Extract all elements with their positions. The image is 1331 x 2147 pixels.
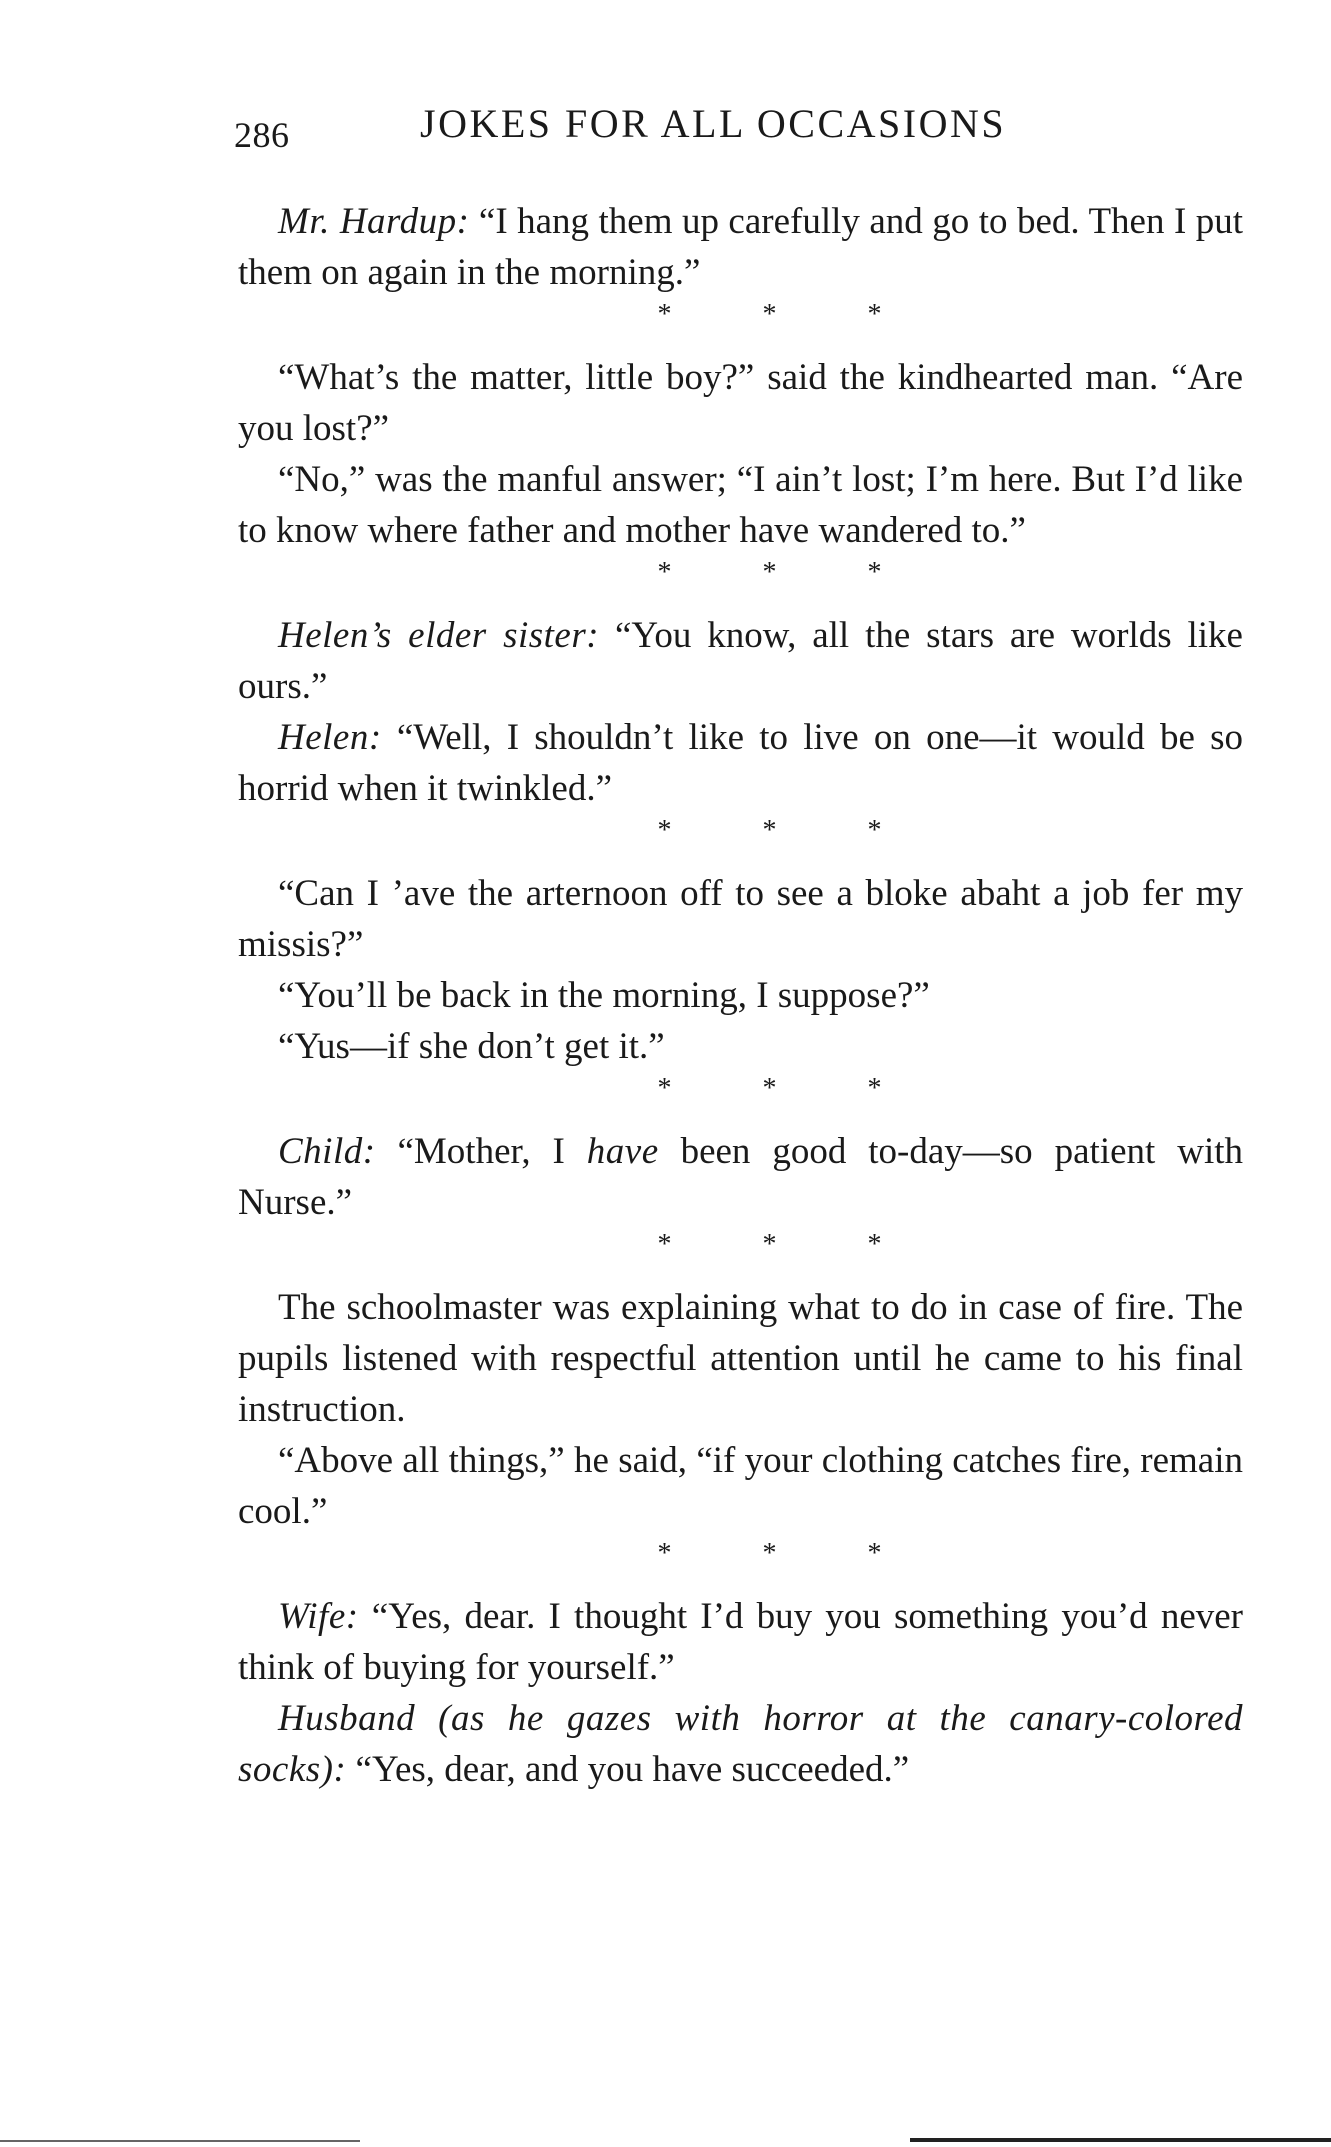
dialogue-text: “Mother, I: [375, 1131, 587, 1172]
joke-paragraph: [238, 352, 1243, 454]
dialogue-text: “Well, I shouldn’t like to live on one—it would be so horrid when it twinkled.”: [238, 717, 1243, 809]
joke-paragraph: [238, 610, 1243, 712]
joke-paragraph: [238, 1282, 1243, 1435]
page-body: [238, 196, 1243, 1795]
joke-paragraph: [238, 1591, 1243, 1693]
speaker-label: Mr. Hardup:: [278, 201, 470, 242]
joke-paragraph: [238, 1126, 1243, 1228]
section-separator: * * *: [657, 557, 924, 588]
dialogue-text: “Above all things,” he said, “if your clothing catches fire, remain cool.”: [238, 1440, 1243, 1532]
dialogue-text: “Yes, dear, and you have succeeded.”: [346, 1749, 910, 1790]
emphasis-text: have: [586, 1131, 659, 1172]
dialogue-text: “What’s the matter, little boy?” said the kindhearted man. “Are you lost?”: [238, 357, 1243, 449]
scan-edge-line: [910, 2138, 1331, 2142]
speaker-label: Wife:: [278, 1596, 359, 1637]
dialogue-text: “You’ll be back in the morning, I suppose?”: [278, 975, 930, 1016]
dialogue-text: been good to-day—so patient with Nurse.”: [238, 1131, 1244, 1223]
page-header: [234, 100, 1244, 160]
joke-paragraph: [238, 1021, 1243, 1072]
dialogue-text: “I hang them up carefully and go to bed. Then I put them on again in the morning.”: [238, 201, 1244, 293]
dialogue-text: “Yes, dear. I thought I’d buy you something you’d never think of buying for yourself.”: [238, 1596, 1243, 1688]
scan-edge-line: [0, 2140, 360, 2142]
section-separator: * * *: [657, 1229, 924, 1260]
section-separator: * * *: [657, 299, 924, 330]
joke-paragraph: [238, 454, 1243, 556]
section-separator: * * *: [657, 1538, 924, 1569]
dialogue-text: The schoolmaster was explaining what to do in case of fire. The pupils listened with respectful attention until he came to his final instruction.: [238, 1287, 1243, 1430]
speaker-label: Helen’s elder sister:: [278, 615, 600, 656]
speaker-label: Child:: [278, 1131, 376, 1172]
section-separator: * * *: [657, 1073, 924, 1104]
dialogue-text: “No,” was the manful answer; “I ain’t lost; I’m here. But I’d like to know where father and mother have wandered to.”: [238, 459, 1243, 551]
joke-paragraph: [238, 1693, 1243, 1795]
dialogue-text: “You know, all the stars are worlds like ours.”: [238, 615, 1243, 707]
joke-paragraph: [238, 970, 1243, 1021]
page-number: 286: [234, 115, 290, 155]
joke-paragraph: [238, 868, 1243, 970]
dialogue-text: “Yus—if she don’t get it.”: [278, 1026, 665, 1067]
joke-paragraph: [238, 1435, 1243, 1537]
joke-paragraph: [238, 712, 1243, 814]
joke-paragraph: [238, 196, 1243, 298]
running-title: JOKES FOR ALL OCCASIONS: [420, 101, 1007, 146]
dialogue-text: “Can I ’ave the arternoon off to see a bloke abaht a job fer my missis?”: [238, 873, 1243, 965]
section-separator: * * *: [657, 815, 924, 846]
speaker-label: Husband (as he gazes with horror at the canary-colored socks):: [238, 1698, 1243, 1790]
speaker-label: Helen:: [278, 717, 382, 758]
